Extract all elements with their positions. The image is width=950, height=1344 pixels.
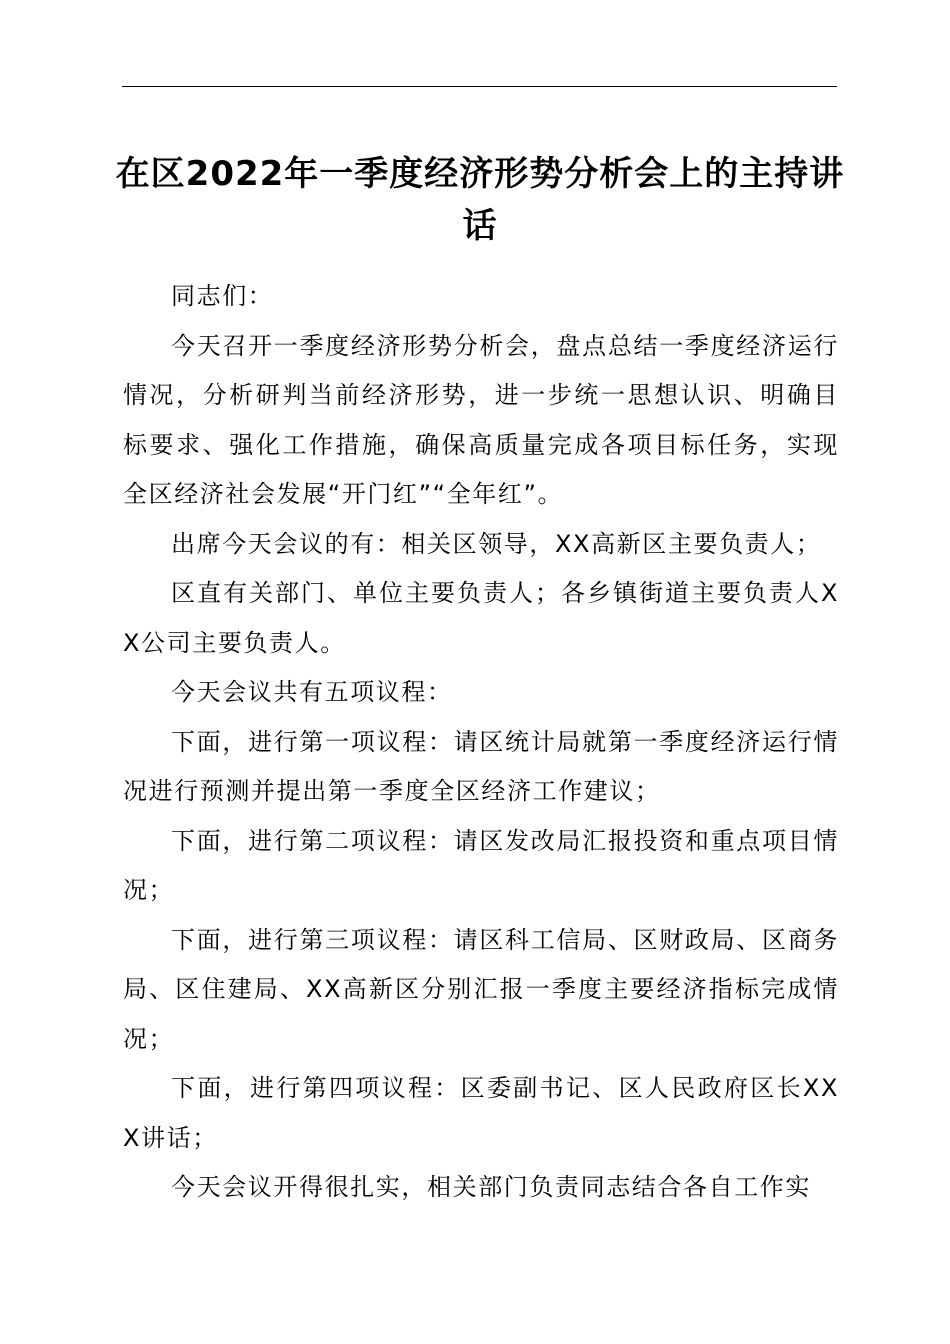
paragraph: 今天会议共有五项议程： [171,678,453,706]
paragraph: 下面，进行第三项议程：请区科工信局、区财政局、区商务局、区住建局、XX高新区分别汇报一季度主要经济指标完成情况； [123,925,839,1053]
paragraph: 下面，进行第四项议程：区委副书记、区人民政府区长XXX讲话； [123,1074,839,1152]
paragraph: 今天会议开得很扎实，相关部门负责同志结合各自工作实 [171,1173,811,1201]
paragraph: 区直有关部门、单位主要负责人；各乡镇街道主要负责人XX公司主要负责人。 [123,579,839,657]
paragraph: 下面，进行第二项议程：请区发改局汇报投资和重点项目情况； [123,826,839,904]
document-body [123,272,839,1213]
paragraph: 今天召开一季度经济形势分析会，盘点总结一季度经济运行情况，分析研判当前经济形势，进一步统一思想认识、明确目标要求、强化工作措施，确保高质量完成各项目标任务，实现全区经济社会发展“开门红”“全年红”。 [123,331,839,508]
paragraph-greeting: 同志们： [171,282,274,310]
paragraph: 出席今天会议的有：相关区领导，XX高新区主要负责人； [171,529,822,558]
paragraph: 下面，进行第一项议程：请区统计局就第一季度经济运行情况进行预测并提出第一季度全区经济工作建议； [123,727,839,805]
header-rule [122,86,837,87]
document-title: 在区2022年一季度经济形势分析会上的主持讲话 [115,154,845,246]
